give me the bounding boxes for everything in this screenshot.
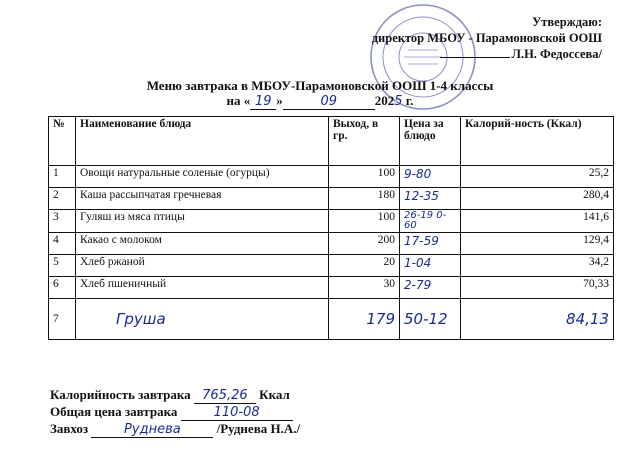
row-calories: 141,6 bbox=[461, 210, 614, 233]
menu-footer bbox=[50, 387, 300, 438]
table-row bbox=[49, 277, 614, 299]
date-prefix: на « bbox=[226, 93, 251, 108]
table-row bbox=[49, 188, 614, 210]
header-calories: Калорий-ность (Ккал) bbox=[461, 117, 614, 166]
row-output: 30 bbox=[329, 277, 400, 299]
row-name: Хлеб ржаной bbox=[76, 255, 329, 277]
table-row bbox=[49, 233, 614, 255]
menu-date-line bbox=[0, 93, 640, 110]
director-name: Л.Н. Федоссева/ bbox=[511, 47, 602, 61]
table-row bbox=[49, 255, 614, 277]
row-price: 26-19 0-60 bbox=[400, 210, 461, 233]
footer-manager-name: /Руднева Н.А./ bbox=[216, 421, 301, 436]
row-calories: 280,4 bbox=[461, 188, 614, 210]
date-year-suffix: г. bbox=[402, 93, 414, 108]
date-month: 09 bbox=[283, 94, 375, 110]
row-calories: 84,13 bbox=[461, 299, 614, 340]
footer-calories-row bbox=[50, 387, 300, 404]
table-row bbox=[49, 166, 614, 188]
row-price: 12-35 bbox=[400, 188, 461, 210]
row-output: 100 bbox=[329, 210, 400, 233]
table-header-row bbox=[49, 117, 614, 166]
row-name: Каша рассыпчатая гречневая bbox=[76, 188, 329, 210]
table-row bbox=[49, 210, 614, 233]
row-price: 17-59 bbox=[400, 233, 461, 255]
row-calories: 25,2 bbox=[461, 166, 614, 188]
date-day-close: » bbox=[276, 93, 283, 108]
menu-table bbox=[48, 116, 614, 340]
footer-price-value: 110-08 bbox=[181, 405, 293, 421]
header-price: Цена за блюдо bbox=[400, 117, 461, 166]
row-name: Груша bbox=[76, 299, 329, 340]
table-row bbox=[49, 299, 614, 340]
row-price: 2-79 bbox=[400, 277, 461, 299]
header-num: № bbox=[49, 117, 76, 166]
header-output: Выход, в гр. bbox=[329, 117, 400, 166]
date-year-digit: 5 bbox=[394, 94, 403, 109]
footer-price-label: Общая цена завтрака bbox=[50, 404, 178, 419]
row-price: 1-04 bbox=[400, 255, 461, 277]
row-name: Гуляш из мяса птицы bbox=[76, 210, 329, 233]
row-price: 50-12 bbox=[400, 299, 461, 340]
footer-manager-signature: Руднева bbox=[91, 422, 213, 438]
header-name: Наименование блюда bbox=[76, 117, 329, 166]
row-num: 1 bbox=[49, 166, 76, 188]
row-num: 4 bbox=[49, 233, 76, 255]
row-num: 2 bbox=[49, 188, 76, 210]
row-calories: 70,33 bbox=[461, 277, 614, 299]
row-num: 7 bbox=[49, 299, 76, 340]
row-num: 3 bbox=[49, 210, 76, 233]
row-num: 6 bbox=[49, 277, 76, 299]
footer-calories-label: Калорийность завтрака bbox=[50, 387, 191, 402]
row-output: 200 bbox=[329, 233, 400, 255]
date-year-prefix: 202 bbox=[374, 93, 395, 108]
director-signature-line bbox=[440, 46, 510, 58]
footer-calories-unit: Ккал bbox=[259, 387, 290, 402]
row-output: 179 bbox=[329, 299, 400, 340]
menu-title bbox=[0, 78, 640, 110]
footer-manager-row bbox=[50, 421, 300, 438]
row-name: Овощи натуральные соленые (огурцы) bbox=[76, 166, 329, 188]
footer-manager-label: Завхоз bbox=[50, 421, 89, 436]
row-output: 20 bbox=[329, 255, 400, 277]
row-price: 9-80 bbox=[400, 166, 461, 188]
row-output: 180 bbox=[329, 188, 400, 210]
approval-line-1: Утверждаю: bbox=[532, 15, 602, 29]
row-calories: 129,4 bbox=[461, 233, 614, 255]
menu-title-line: Меню завтрака в МБОУ-Парамоновской ООШ 1-4 классы bbox=[146, 78, 494, 93]
approval-line-3 bbox=[372, 46, 602, 62]
approval-line-2: директор МБОУ - Парамоновской ООШ bbox=[371, 31, 602, 45]
footer-calories-value: 765,26 bbox=[194, 388, 256, 404]
row-name: Какао с молоком bbox=[76, 233, 329, 255]
row-name: Хлеб пшеничный bbox=[76, 277, 329, 299]
row-num: 5 bbox=[49, 255, 76, 277]
row-calories: 34,2 bbox=[461, 255, 614, 277]
date-day: 19 bbox=[250, 94, 276, 110]
approval-block bbox=[372, 14, 602, 62]
row-output: 100 bbox=[329, 166, 400, 188]
footer-price-row bbox=[50, 404, 300, 421]
